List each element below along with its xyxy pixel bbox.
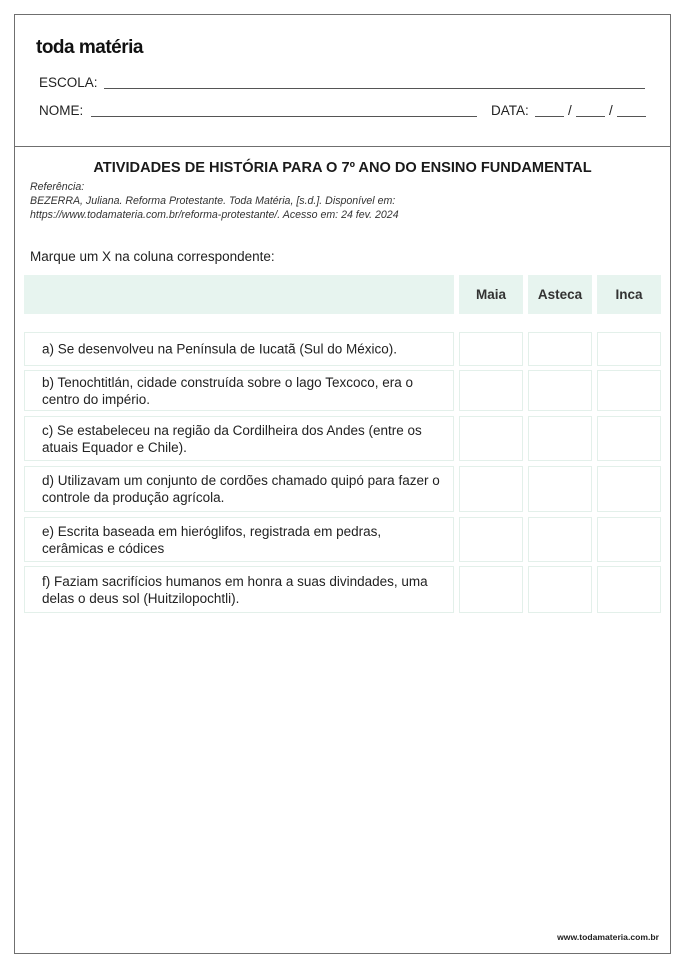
date-separator: /	[609, 103, 613, 118]
answer-cell-inca[interactable]	[597, 332, 661, 366]
answer-cell-asteca[interactable]	[528, 370, 592, 411]
answer-cell-asteca[interactable]	[528, 517, 592, 562]
answer-cell-maia[interactable]	[459, 370, 523, 411]
reference-label: Referência:	[30, 181, 85, 193]
footer-website: www.todamateria.com.br	[557, 932, 659, 942]
table-header-blank	[24, 275, 454, 314]
answer-cell-asteca[interactable]	[528, 466, 592, 512]
answer-cell-inca[interactable]	[597, 466, 661, 512]
reference-line: https://www.todamateria.com.br/reforma-protestante/. Acesso em: 24 fev. 2024	[30, 209, 399, 221]
page-title: ATIVIDADES DE HISTÓRIA PARA O 7º ANO DO ENSINO FUNDAMENTAL	[93, 160, 592, 176]
escola-field[interactable]	[104, 88, 645, 89]
question-text: e) Escrita baseada em hieróglifos, registrada em pedras, cerâmicas e códices	[42, 523, 382, 556]
column-header-label: Inca	[615, 287, 643, 302]
question-text: f) Faziam sacrifícios humanos em honra a suas divindades, uma delas o deus sol (Huitzilopochtli).	[42, 573, 428, 606]
column-header-asteca	[528, 275, 592, 314]
column-header-inca	[597, 275, 661, 314]
column-header-label: Maia	[475, 287, 506, 302]
answer-cell-maia[interactable]	[459, 466, 523, 512]
date-day-field[interactable]	[535, 116, 564, 117]
column-header-label: Asteca	[537, 287, 583, 302]
answer-cell-maia[interactable]	[459, 416, 523, 461]
table-row-question	[24, 332, 454, 366]
answer-cell-maia[interactable]	[459, 566, 523, 613]
reference-block	[30, 180, 399, 222]
question-text: c) Se estabeleceu na região da Cordilheira dos Andes (entre os atuais Equador e Chile).	[42, 422, 422, 455]
nome-label: NOME:	[39, 103, 84, 118]
date-separator: /	[568, 103, 572, 118]
answer-cell-inca[interactable]	[597, 416, 661, 461]
question-text: b) Tenochtitlán, cidade construída sobre o lago Texcoco, era o centro do império.	[42, 374, 413, 407]
worksheet-header	[15, 15, 670, 147]
column-header-maia	[459, 275, 523, 314]
answer-cell-asteca[interactable]	[528, 566, 592, 613]
table-row-question	[24, 466, 454, 512]
table-row-question	[24, 517, 454, 562]
question-text: d) Utilizavam um conjunto de cordões chamado quipó para fazer o controle da produção agrícola.	[42, 473, 440, 505]
answer-cell-inca[interactable]	[597, 517, 661, 562]
question-text: a) Se desenvolveu na Península de Iucatã (Sul do México).	[42, 341, 397, 357]
instruction-text: Marque um X na coluna correspondente:	[30, 249, 275, 264]
date-month-field[interactable]	[576, 116, 605, 117]
brand-logo: toda matéria	[36, 37, 143, 58]
answer-cell-inca[interactable]	[597, 370, 661, 411]
reference-line: BEZERRA, Juliana. Reforma Protestante. Toda Matéria, [s.d.]. Disponível em:	[30, 195, 396, 207]
data-label: DATA:	[491, 103, 529, 118]
table-row-question	[24, 370, 454, 411]
table-row-question	[24, 416, 454, 461]
date-year-field[interactable]	[617, 116, 646, 117]
nome-field[interactable]	[91, 116, 477, 117]
table-row-question	[24, 566, 454, 613]
answer-cell-inca[interactable]	[597, 566, 661, 613]
answer-cell-maia[interactable]	[459, 517, 523, 562]
escola-label: ESCOLA:	[39, 75, 98, 90]
answer-cell-maia[interactable]	[459, 332, 523, 366]
answer-cell-asteca[interactable]	[528, 332, 592, 366]
answer-cell-asteca[interactable]	[528, 416, 592, 461]
